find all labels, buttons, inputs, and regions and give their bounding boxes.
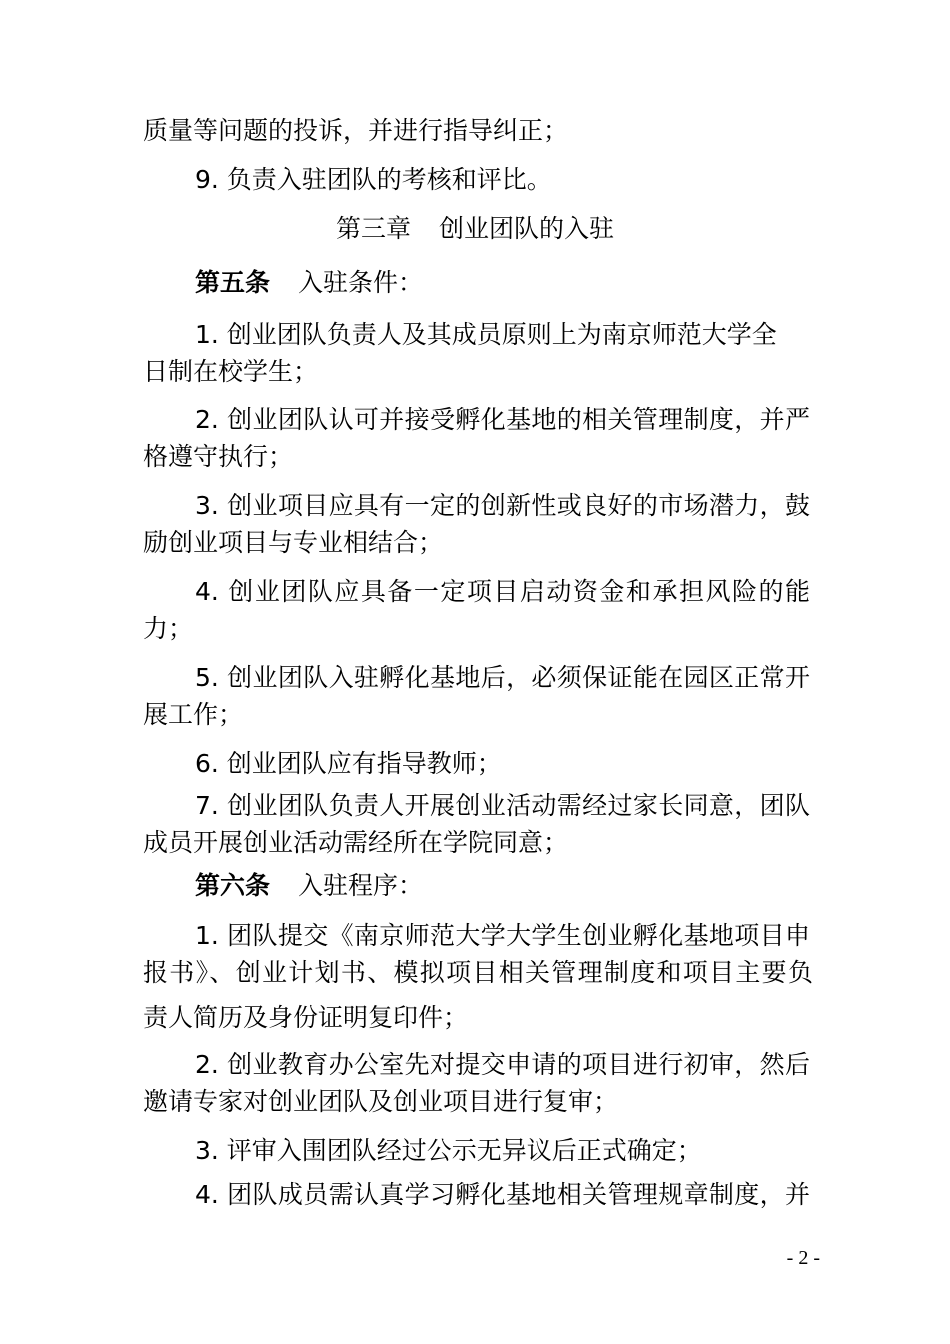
- article-6-label: 第六条: [195, 871, 271, 900]
- article-5-heading: [195, 268, 865, 298]
- procedure-3: 3. 评审入围团队经过公示无异议后正式确定；: [195, 1136, 702, 1165]
- article-6-text: 入驻程序：: [298, 871, 424, 900]
- chapter-title: 创业团队的入驻: [439, 214, 615, 243]
- chapter-heading: [0, 214, 950, 244]
- condition-3-line-1: 3. 创业项目应具有一定的创新性或良好的市场潜力，鼓: [195, 491, 810, 520]
- condition-5-line-2: 展工作；: [143, 700, 244, 729]
- condition-4-line-1: 4. 创业团队应具备一定项目启动资金和承担风险的能: [195, 577, 810, 606]
- paragraph-line: 质量等问题的投诉，并进行指导纠正；: [143, 116, 569, 145]
- procedure-2-line-2: 邀请专家对创业团队及创业项目进行复审；: [143, 1087, 619, 1116]
- procedure-1-line-3: 责人简历及身份证明复印件；: [143, 1003, 469, 1032]
- procedure-2-line-1: 2. 创业教育办公室先对提交申请的项目进行初审，然后: [195, 1050, 810, 1079]
- condition-5-line-1: 5. 创业团队入驻孵化基地后，必须保证能在园区正常开: [195, 663, 810, 692]
- page-number: - 2 -: [786, 1247, 820, 1269]
- condition-6: 6. 创业团队应有指导教师；: [195, 749, 502, 778]
- condition-1-line-2: 日制在校学生；: [143, 357, 319, 386]
- article-5-label: 第五条: [195, 268, 271, 297]
- condition-2-line-2: 格遵守执行；: [143, 442, 294, 471]
- chapter-label: 第三章: [335, 214, 411, 243]
- condition-3-line-2: 励创业项目与专业相结合；: [143, 528, 444, 557]
- condition-1-line-1: 1. 创业团队负责人及其成员原则上为南京师范大学全: [195, 320, 777, 349]
- condition-7-line-1: 7. 创业团队负责人开展创业活动需经过家长同意，团队: [195, 791, 810, 820]
- condition-2-line-1: 2. 创业团队认可并接受孵化基地的相关管理制度，并严: [195, 405, 810, 434]
- procedure-1-line-2: 报书》、创业计划书、模拟项目相关管理制度和项目主要负: [143, 958, 813, 987]
- procedure-4-line-1: 4. 团队成员需认真学习孵化基地相关管理规章制度，并: [195, 1180, 810, 1209]
- article-6-heading: [195, 871, 865, 901]
- procedure-1-line-1: 1. 团队提交《南京师范大学大学生创业孵化基地项目申: [195, 921, 810, 950]
- article-5-text: 入驻条件：: [298, 268, 424, 297]
- condition-4-line-2: 力；: [143, 614, 194, 643]
- list-item-9: 9. 负责入驻团队的考核和评比。: [195, 165, 552, 194]
- condition-7-line-2: 成员开展创业活动需经所在学院同意；: [143, 828, 569, 857]
